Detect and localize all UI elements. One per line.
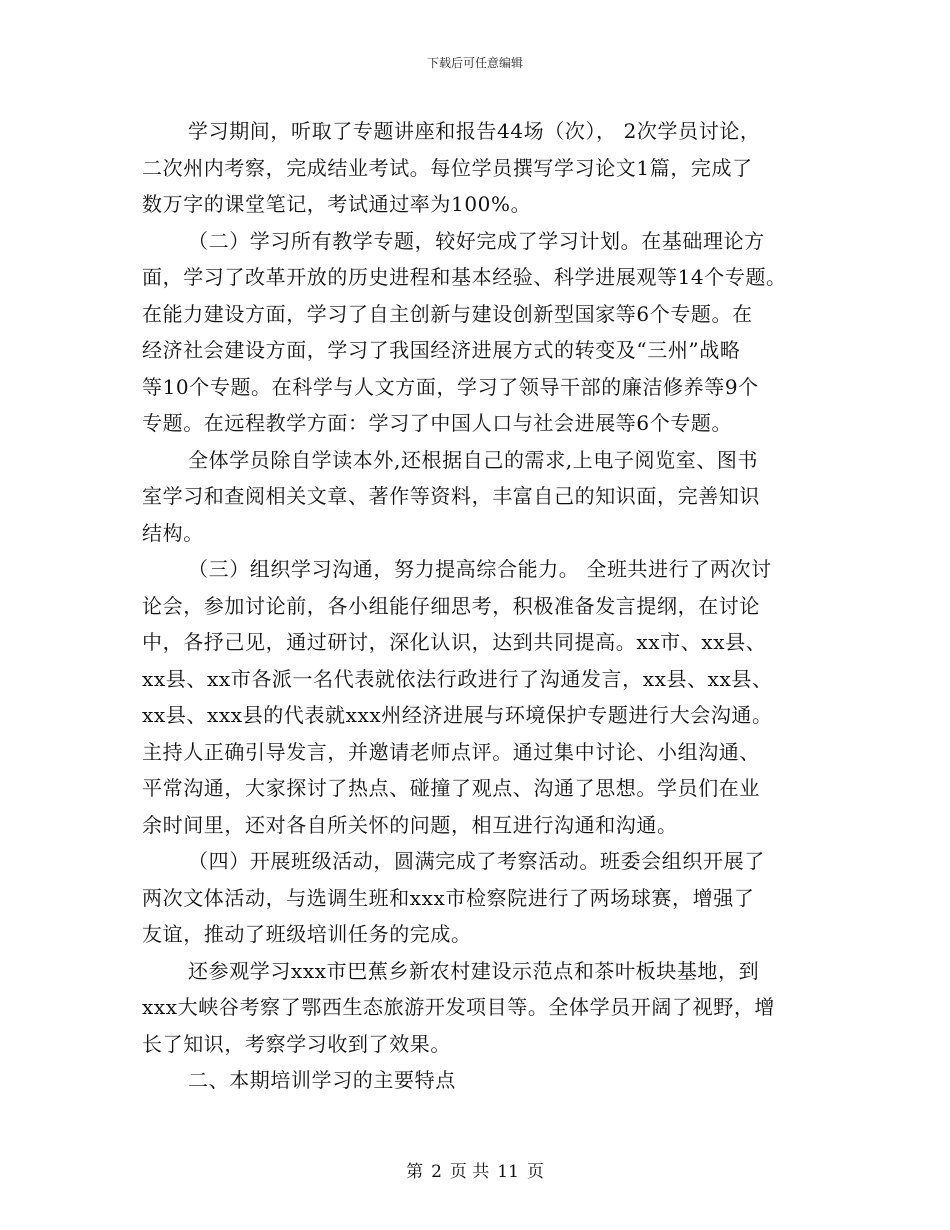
text-line: 等10个专题。在科学与人文方面，学习了领导干部的廉洁修养等9个 bbox=[142, 374, 759, 399]
text-line: 室学习和查阅相关文章、著作等资料，丰富自己的知识面，完善知识 bbox=[142, 484, 760, 508]
text-line: （三）组织学习沟通，努力提高综合能力。 全班共进行了两次讨 bbox=[188, 557, 772, 581]
text-line: （四）开展班级活动，圆满完成了考察活动。班委会组织开展了 bbox=[188, 849, 765, 873]
text-line: 数万字的课堂笔记，考试通过率为100%。 bbox=[142, 192, 532, 216]
footer-page-number: 2 bbox=[431, 1162, 442, 1182]
text-line: 友谊，推动了班级培训任务的完成。 bbox=[142, 922, 472, 946]
text-line: xxx大峡谷考察了鄂西生态旅游开发项目等。全体学员开阔了视野，增 bbox=[142, 995, 776, 1019]
page-number-footer bbox=[0, 1157, 950, 1182]
text-line: 专题。在远程教学方面：学习了中国人口与社会进展等6个专题。 bbox=[142, 411, 733, 435]
text-line: 两次文体活动，与选调生班和xxx市检察院进行了两场球赛，增强了 bbox=[142, 885, 755, 910]
text-line: 平常沟通，大家探讨了热点、碰撞了观点、沟通了思想。学员们在业 bbox=[142, 776, 760, 800]
footer-total-pages: 11 bbox=[497, 1162, 519, 1182]
text-line: （二）学习所有教学专题，较好完成了学习计划。在基础理论方 bbox=[188, 228, 765, 253]
text-line: 在能力建设方面，学习了自主创新与建设创新型国家等6个专题。在 bbox=[142, 301, 753, 326]
text-line: 余时间里，还对各自所关怀的问题，相互进行沟通和沟通。 bbox=[142, 812, 678, 837]
text-line: 二次州内考察，完成结业考试。每位学员撰写学习论文1篇，完成了 bbox=[142, 155, 753, 180]
header-note: 下载后可任意编辑 bbox=[426, 56, 523, 70]
text-line: 结构。 bbox=[142, 520, 204, 545]
footer-prefix: 第 bbox=[406, 1162, 424, 1182]
section-heading: 二、本期培训学习的主要特点 bbox=[188, 1068, 456, 1092]
text-line: 全体学员除自学读本外,还根据自己的需求,上电子阅览室、图书 bbox=[188, 447, 759, 472]
text-line: 论会，参加讨论前，各小组能仔细思考，积极准备发言提纲，在讨论 bbox=[142, 593, 760, 618]
text-line: 面，学习了改革开放的历史进程和基本经验、科学进展观等14个专题。 bbox=[142, 265, 787, 289]
text-line: 中，各抒己见，通过研讨，深化认识，达到共同提高。xx市、xx县、 bbox=[142, 630, 767, 654]
text-line: 学习期间，听取了专题讲座和报告44场（次）， 2次学员讨论， bbox=[188, 119, 761, 143]
text-line: 经济社会建设方面，学习了我国经济进展方式的转变及“三州”战略 bbox=[142, 338, 741, 362]
text-line: xx县、xxx县的代表就xxx州经济进展与环境保护专题进行大会沟通。 bbox=[142, 703, 773, 727]
footer-middle: 页 共 bbox=[449, 1162, 490, 1182]
footer-suffix: 页 bbox=[526, 1162, 544, 1182]
document-body bbox=[142, 113, 814, 1099]
text-line: 长了知识，考察学习收到了效果。 bbox=[142, 1031, 451, 1056]
text-line: xx县、xx市各派一名代表就依法行政进行了沟通发言，xx县、xx县、 bbox=[142, 666, 773, 691]
text-line: 还参观学习xxx市巴蕉乡新农村建设示范点和茶叶板块基地，到 bbox=[188, 958, 760, 983]
text-line: 主持人正确引导发言，并邀请老师点评。通过集中讨论、小组沟通、 bbox=[142, 739, 760, 764]
